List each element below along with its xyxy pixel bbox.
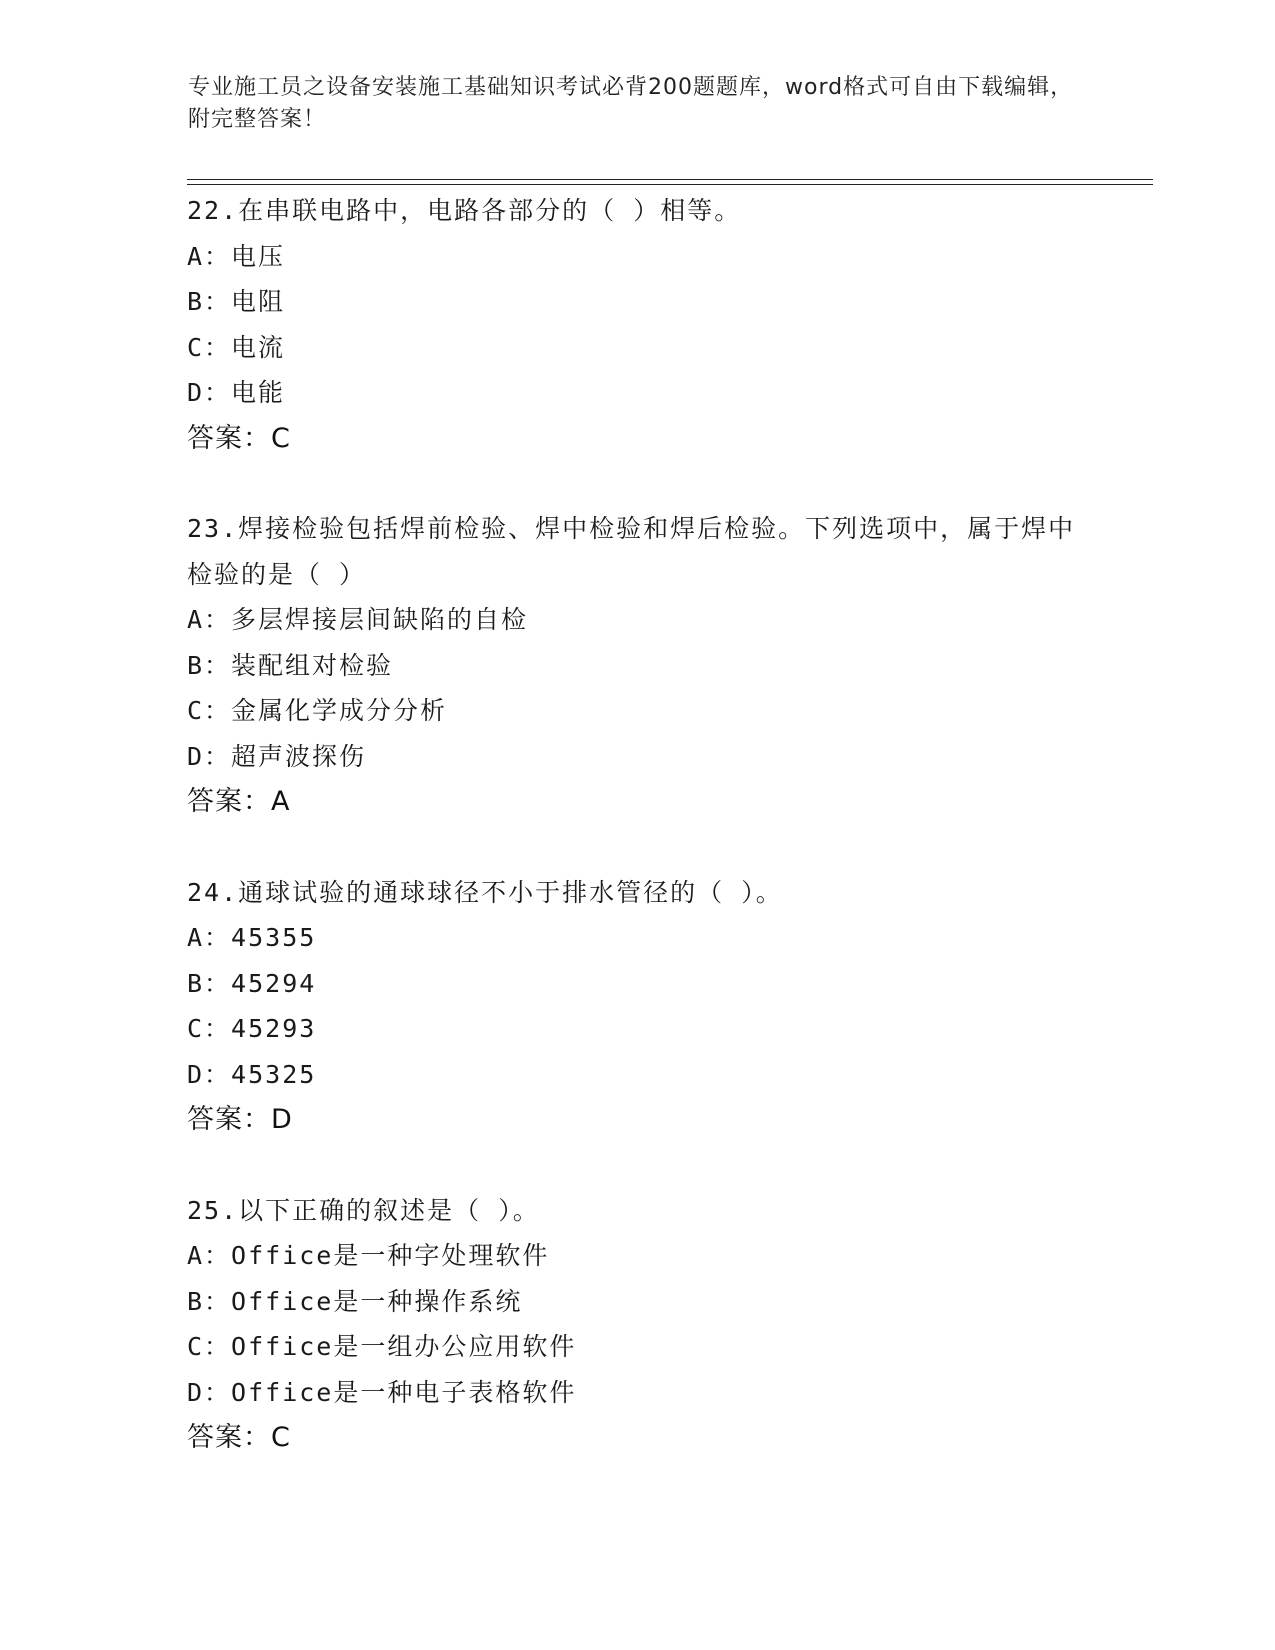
option-d: D：超声波探伤 [187, 741, 367, 771]
question-list [187, 188, 1087, 1461]
question-25 [187, 1188, 1087, 1461]
option-b: B：电阻 [187, 287, 286, 316]
option-a: A：多层焊接层间缺陷的自检 [187, 605, 529, 634]
answer-line: 答案：D [187, 1104, 293, 1135]
option-b: B：45294 [187, 968, 317, 998]
header-divider-bottom [187, 184, 1153, 185]
option-a: A：Office是一种字处理软件 [187, 1241, 550, 1270]
option-c: C：电流 [187, 332, 286, 362]
answer-line: 答案：A [187, 786, 291, 817]
question-stem: 24.通球试验的通球球径不小于排水管径的（ ）。 [187, 877, 783, 907]
option-c: C：45293 [187, 1014, 317, 1043]
option-d: D：Office是一种电子表格软件 [187, 1377, 577, 1407]
question-stem: 25.以下正确的叙述是（ ）。 [187, 1195, 540, 1225]
option-b: B：Office是一种操作系统 [187, 1286, 523, 1316]
question-22 [187, 188, 1087, 461]
answer-line: 答案：C [187, 422, 291, 454]
header-divider-top [187, 179, 1153, 180]
option-b: B：装配组对检验 [187, 650, 394, 680]
answer-line: 答案：C [187, 1422, 291, 1453]
option-c: C：金属化学成分分析 [187, 696, 448, 725]
question-24 [187, 870, 1087, 1143]
question-stem: 23.焊接检验包括焊前检验、焊中检验和焊后检验。下列选项中，属于焊中检验的是（ ） [187, 514, 1076, 589]
option-a: A：电压 [187, 241, 286, 271]
document-header: 专业施工员之设备安装施工基础知识考试必背200题题库，word格式可自由下载编辑，附完整答案！ [188, 75, 1074, 132]
option-c: C：Office是一组办公应用软件 [187, 1332, 577, 1361]
option-a: A：45355 [187, 923, 317, 952]
option-d: D：45325 [187, 1059, 317, 1089]
option-d: D：电能 [187, 378, 286, 407]
question-stem: 22.在串联电路中，电路各部分的（ ）相等。 [187, 196, 742, 225]
question-23 [187, 506, 1087, 825]
